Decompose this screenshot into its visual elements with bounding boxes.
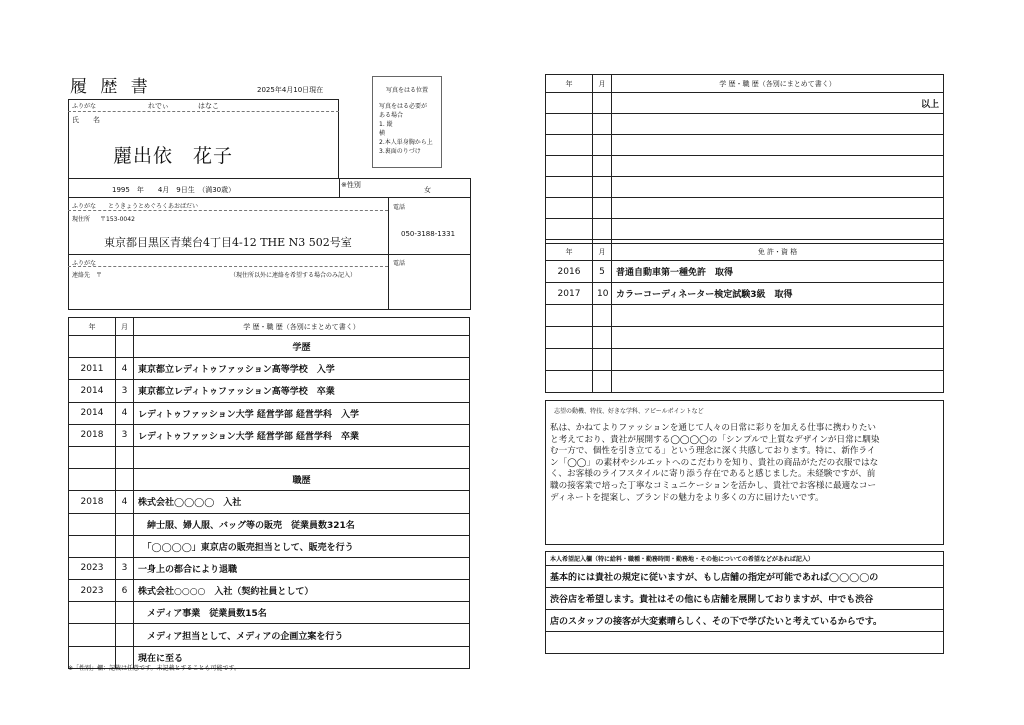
history-year bbox=[69, 469, 116, 491]
contact-phone-label: 電話 bbox=[393, 260, 406, 267]
history-row bbox=[69, 602, 470, 624]
col-month: 月 bbox=[593, 75, 612, 93]
history-month bbox=[116, 336, 134, 358]
contact-furigana: ふりがな bbox=[72, 260, 97, 267]
history-row bbox=[69, 380, 470, 402]
history-section-heading bbox=[69, 469, 470, 491]
motivation-label: 志望の動機、特技、好きな学科、アピールポイントなど bbox=[554, 408, 704, 415]
motivation-line: ン「◯◯」の素材やシルエットへのこだわりを知り、貴社の商品がただの衣服ではな bbox=[550, 457, 879, 468]
history-year: 2023 bbox=[69, 580, 116, 602]
col-title: 免 許・資 格 bbox=[612, 244, 944, 261]
history-month: 3 bbox=[116, 380, 134, 402]
name-furigana-label: ふりがな bbox=[72, 103, 97, 110]
photo-line: 1. 縦 bbox=[379, 121, 393, 128]
history-month bbox=[116, 446, 134, 468]
wishes-line: 店のスタッフの接客が大変素晴らしく、その下で学びたいと考えているからです。 bbox=[546, 610, 944, 632]
wishes-line: 渋谷店を希望します。貴社はその他にも店舗を展開しておりますが、中でも渋谷 bbox=[546, 588, 944, 610]
history-row bbox=[69, 491, 470, 513]
history-text: レディトゥファッション大学 経営学部 経営学科 入学 bbox=[134, 402, 470, 424]
wishes-table bbox=[545, 551, 944, 654]
history-month: 6 bbox=[116, 580, 134, 602]
history-year bbox=[69, 624, 116, 646]
history-text: レディトゥファッション大学 経営学部 経営学科 卒業 bbox=[134, 424, 470, 446]
address-furigana: ふりがな とうきょうとめぐろくあおばだい bbox=[72, 203, 199, 210]
history-rows-left bbox=[68, 335, 470, 669]
history-text: 紳士服、婦人服、バッグ等の販売 従業員数321名 bbox=[134, 513, 470, 535]
contact-note: （現住所以外に連絡を希望する場合のみ記入） bbox=[230, 272, 357, 279]
license-table bbox=[545, 243, 944, 393]
history-row bbox=[69, 580, 470, 602]
history-year: 2014 bbox=[69, 402, 116, 424]
motivation-line: 職の接客業で培った丁寧なコミュニケーションを活かし、貴社でお客様に最適なコー bbox=[550, 480, 877, 491]
footnote: ※「性別」欄：記載は任意です。未記載とすることも可能です。 bbox=[68, 665, 241, 672]
col-year: 年 bbox=[546, 244, 593, 261]
motivation-line: く、お客様のライフスタイルに寄り添う存在であると感じました。未経験ですが、前 bbox=[550, 469, 876, 480]
history-year: 2018 bbox=[69, 424, 116, 446]
wishes-label: 本人希望記入欄（特に給料・職種・勤務時間・勤務地・その他についての希望などがあれば記入） bbox=[546, 552, 944, 566]
history-row bbox=[69, 535, 470, 557]
photo-line: 3.裏面のりづけ bbox=[379, 148, 421, 155]
history-row bbox=[69, 513, 470, 535]
history-text bbox=[134, 446, 470, 468]
gender-value: 女 bbox=[424, 186, 431, 194]
photo-line: 横 bbox=[379, 130, 386, 137]
history-month bbox=[116, 513, 134, 535]
history-month: 4 bbox=[116, 358, 134, 380]
history-year bbox=[69, 336, 116, 358]
history-year bbox=[69, 602, 116, 624]
history-row bbox=[69, 402, 470, 424]
photo-line: ある場合 bbox=[379, 112, 404, 119]
col-month: 月 bbox=[593, 244, 612, 261]
address-label: 現住所 bbox=[72, 216, 91, 223]
history-row bbox=[69, 424, 470, 446]
history-month: 4 bbox=[116, 491, 134, 513]
history-text: 「◯◯◯◯」東京店の販売担当として、販売を行う bbox=[134, 535, 470, 557]
col-title: 学 歴・職 歴（各別にまとめて書く） bbox=[612, 75, 944, 93]
motivation-text bbox=[550, 423, 880, 504]
history-text: 学歴 bbox=[134, 336, 470, 358]
applicant-name: 麗出依 花子 bbox=[113, 145, 234, 167]
license-row: 2016 5 普通自動車第一種免許 取得 bbox=[546, 261, 944, 283]
history-year: 2023 bbox=[69, 557, 116, 579]
license-row: 2017 10 カラーコーディネーター検定試験3級 取得 bbox=[546, 283, 944, 305]
photo-line: 写真をはる必要が bbox=[379, 103, 428, 110]
photo-placeholder bbox=[372, 76, 442, 168]
motivation-line: む一方で、個性を引き立てる」という理念に深く共感しております。特に、新作ライ bbox=[550, 446, 876, 457]
history-row bbox=[69, 557, 470, 579]
history-year bbox=[69, 535, 116, 557]
history-table-left bbox=[68, 317, 470, 336]
col-year: 年 bbox=[546, 75, 593, 93]
history-text: 一身上の都合により退職 bbox=[134, 557, 470, 579]
birth-date: 1995 年 4月 9日生 （満30歳） bbox=[112, 186, 236, 194]
history-year: 2018 bbox=[69, 491, 116, 513]
history-text: 現在に至る bbox=[134, 646, 470, 668]
col-year: 年 bbox=[69, 318, 116, 336]
motivation-line: 私は、かねてよりファッションを通じて人々の日常に彩りを加える仕事に携わりたい bbox=[550, 423, 877, 433]
history-row bbox=[69, 358, 470, 380]
history-month: 3 bbox=[116, 557, 134, 579]
col-month: 月 bbox=[116, 318, 134, 336]
history-month: 4 bbox=[116, 402, 134, 424]
wishes-line: 基本的には貴社の規定に従いますが、もし店舗の指定が可能であれば◯◯◯◯の bbox=[546, 566, 944, 588]
photo-line: 2.本人単身胸から上 bbox=[379, 139, 433, 146]
ijo-text: 以上 bbox=[612, 93, 944, 114]
history-section-heading bbox=[69, 336, 470, 358]
history-month bbox=[116, 469, 134, 491]
history-text: 東京都立レディトゥファッション高等学校 卒業 bbox=[134, 380, 470, 402]
gender-label: ※性別 bbox=[341, 181, 361, 189]
motivation-line: ディネートを提案し、ブランドの魅力をより多くの方に届けたいです。 bbox=[550, 492, 824, 503]
motivation-box bbox=[545, 400, 944, 545]
history-row bbox=[69, 624, 470, 646]
phone-value: 050-3188-1331 bbox=[401, 230, 456, 238]
name-furigana-family: れでぃ bbox=[148, 102, 169, 110]
history-text: 東京都立レディトゥファッション高等学校 入学 bbox=[134, 358, 470, 380]
address-value: 東京都目黒区青葉台4丁目4-12 THE N3 502号室 bbox=[104, 236, 352, 249]
history-year: 2014 bbox=[69, 380, 116, 402]
photo-title: 写真をはる位置 bbox=[385, 87, 428, 94]
history-row bbox=[69, 446, 470, 468]
history-text: メディア担当として、メディアの企画立案を行う bbox=[134, 624, 470, 646]
history-text: 株式会社◯◯◯◯ 入社 bbox=[134, 491, 470, 513]
contact-label: 連絡先 〒 bbox=[72, 272, 103, 279]
history-year: 2011 bbox=[69, 358, 116, 380]
history-year bbox=[69, 513, 116, 535]
history-table-right bbox=[545, 74, 944, 261]
name-furigana-given: はなこ bbox=[198, 102, 219, 110]
history-month bbox=[116, 602, 134, 624]
history-month: 3 bbox=[116, 424, 134, 446]
history-text: メディア事業 従業員数15名 bbox=[134, 602, 470, 624]
history-month bbox=[116, 535, 134, 557]
col-title: 学 歴・職 歴（各別にまとめて書く） bbox=[134, 318, 470, 336]
motivation-line: と考えており、貴社が展開する◯◯◯◯の「シンプルで上質なデザインが日常に馴染 bbox=[550, 434, 880, 445]
phone-label: 電話 bbox=[393, 204, 406, 211]
history-year bbox=[69, 446, 116, 468]
name-label: 氏 名 bbox=[72, 116, 100, 124]
history-month bbox=[116, 624, 134, 646]
postal-code: 〒153-0042 bbox=[100, 216, 135, 223]
as-of-date: 2025年4月10日現在 bbox=[257, 86, 324, 94]
page-title: 履 歴 書 bbox=[70, 77, 152, 97]
history-text: 株式会社○○○○ 入社（契約社員として） bbox=[134, 580, 470, 602]
history-text: 職歴 bbox=[134, 469, 470, 491]
